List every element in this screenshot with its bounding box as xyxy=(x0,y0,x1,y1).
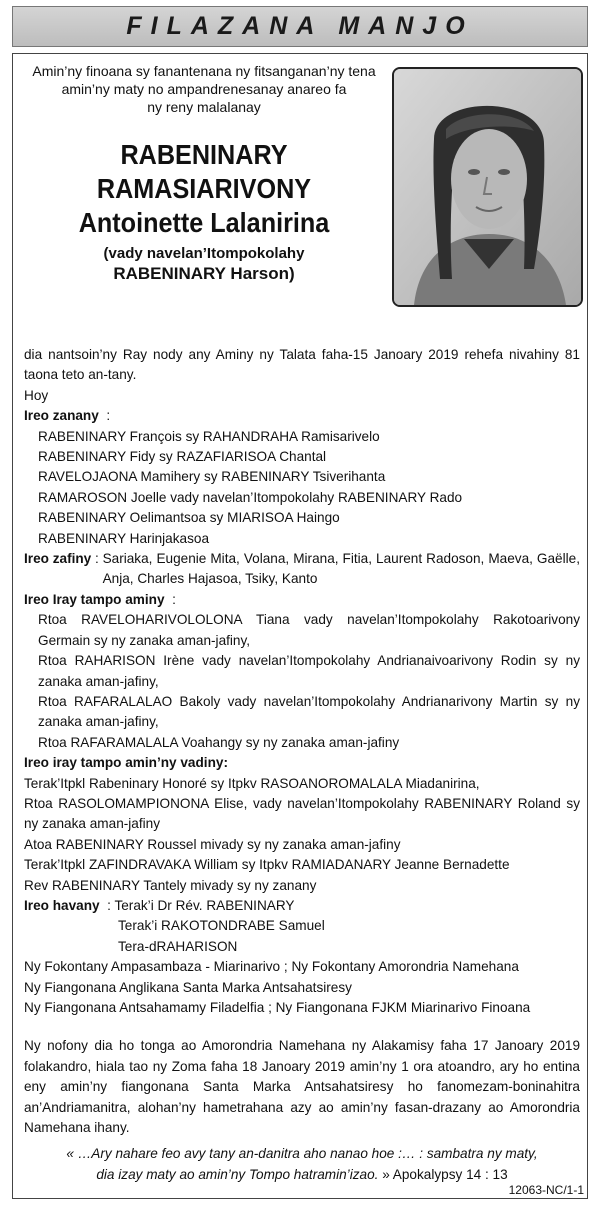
portrait-image xyxy=(394,69,581,305)
hoy-line: Hoy xyxy=(24,387,49,403)
banner-title: FILAZANA MANJO xyxy=(126,12,474,40)
death-notice: dia nantsoin’ny Ray nody any Aminy ny Talata faha-15 Janoary 2019 rehefa nivahiny 81 taona teto an-tany. xyxy=(24,347,580,383)
deceased-name-line-3: Antoinette Lalanirina xyxy=(78,207,330,238)
iray-tampo-item: Rtoa RAFARAMALALA Voahangy sy ny zanaka aman-jafiny xyxy=(38,734,400,750)
iray-tampo-item: Rtoa RAFARALALAO Bakoly vady navelan’Itompokolahy Andrianarivony Martin sy ny zanaka aman-jafiny, xyxy=(38,693,580,730)
notice-body: dia nantsoin’ny Ray nody any Aminy ny Talata faha-15 Janoary 2019 rehefa nivahiny 81 taona teto an-tany. Hoy Ireo zanany : RABENINARY François sy RAHANDRAHA Ramisarivelo RABENINARY Fidy sy RAZAFIARISOA Chantal RAVELOJAONA Mamihery sy RABENINARY Tsiverihanta RAMAROSON Joelle vady navelan’Itompokolahy RABENINARY Rado RABENINARY Oelimantsoa sy MIARISOA Haingo RABENINARY Harinjakasoa Ireo zafiny : Sariaka, Eugenie Mita, Volana, Mirana, Fitia, Laurent Radoson, Maeva, Gaëlle, Anja, Charles Hajasoa, Tsiky, Kanto Ireo Iray tampo aminy : Rtoa RAVELOHARIVOLOLONA Tiana vady navelan’Itompokolahy Rakotoarivony Germain sy ny zanaka aman-jafiny, Rtoa RAHARISON Irène vady navelan’Itompokolahy Andrianaivoarivony Rodin sy ny zanaka aman-jafiny, Rtoa RAFARALALAO Bakoly vady navelan’Itompokolahy Andrianarivony Martin sy ny zanaka aman-jafiny, Rtoa RAFARAMALALA Voahangy sy ny zanaka aman-jafiny Ireo iray tampo amin’ny vadiny: Terak’Itpkl Rabeninary Honoré sy Itpkv RASOANOROMALALA Miadanirina, Rtoa RASOLOMAMPIONONA Elise, vady navelan’Itompokolahy RABENINARY Roland sy ny zanaka aman-jafiny Atoa RABENINARY Roussel mivady sy ny zanaka aman-jafiny Terak’Itpkl ZAFINDRAVAKA William sy Itpkv RAMIADANARY Jeanne Bernadette Rev RABENINARY Tantely mivady sy ny zanany Ireo havany : Terak’i Dr Rév. RABENINARY Terak’i RAKOTONDRABE Samuel Tera-dRAHARISON Ny Fokontany Ampasambaza - Miarinarivo ; Ny Fokontany Amorondria Namehana Ny Fiangonana Anglikana Santa Marka Antsahatsiresy Ny Fiangonana Antsahamamy Filadelfia ; Ny Fiangonana FJKM Miarinarivo Finoana Ny nofony dia ho tonga ao Amorondria Namehana ny Alakamisy faha 17 Janoary 2019 folakandro, hiala tao ny Zoma faha 18 Janoary 2019 amin’ny 1 ora atoandro, ary ho entina eny amin’ny fiangonana Santa Marka Antsahatsiresy ho fanomezam-boninahitra an’Andriamanitra, alohan’ny hametrahana azy ao amin’ny fasan-drazany ao Amorondria Namehana ihany. « …Ary nahare feo avy tany an-danitra aho nanao hoe :… : sambatra ny maty, dia izay maty ao amin’ny Tompo hatramin’izao. » Apokalypsy 14 : 13 xyxy=(24,347,580,1182)
spouse-line-2: RABENINARY Harson) xyxy=(113,264,295,283)
quote-reference: » Apokalypsy 14 : 13 xyxy=(382,1166,508,1182)
funeral-details: Ny nofony dia ho tonga ao Amorondria Namehana ny Alakamisy faha 17 Janoary 2019 folakandro, hiala tao ny Zoma faha 18 Janoary 2019 amin’ny 1 ora atoandro, ary ho entina eny amin’ny fiangonana Santa Marka Antsahatsiresy ho fanomezam-boninahitra an’Andriamanitra, alohan’ny hametrahana azy ao amin’ny fasan-drazany ao Amorondria Namehana ihany. xyxy=(24,1038,580,1136)
vadiny-item: Rev RABENINARY Tantely mivady sy ny zanany xyxy=(24,877,317,893)
vadiny-item: Terak’Itpkl ZAFINDRAVAKA William sy Itpkv RAMIADANARY Jeanne Bernadette xyxy=(24,857,510,873)
zafiny-label: Ireo zafiny xyxy=(24,551,92,567)
community-line: Ny Fokontany Ampasambaza - Miarinarivo ; Ny Fokontany Amorondria Namehana xyxy=(24,959,519,975)
havany-item: Tera-dRAHARISON xyxy=(118,938,238,954)
havany-item: Terak’i Dr Rév. RABENINARY xyxy=(114,897,295,913)
zanany-item: RAVELOJAONA Mamihery sy RABENINARY Tsiverihanta xyxy=(38,469,386,485)
vadiny-item: Atoa RABENINARY Roussel mivady sy ny zanaka aman-jafiny xyxy=(24,836,401,852)
vadiny-item: Terak’Itpkl Rabeninary Honoré sy Itpkv RASOANOROMALALA Miadanirina, xyxy=(24,775,480,791)
zanany-item: RABENINARY François sy RAHANDRAHA Ramisarivelo xyxy=(38,428,380,444)
spouse-line-1: (vady navelan’Itompokolahy xyxy=(103,245,305,262)
intro-line-1: Amin’ny finoana sy fanantenana ny fitsanganan’ny tena xyxy=(32,63,376,79)
header-banner xyxy=(12,6,588,47)
zafiny-list: Sariaka, Eugenie Mita, Volana, Mirana, Fitia, Laurent Radoson, Maeva, Gaëlle, Anja, Charles Hajasoa, Tsiky, Kanto xyxy=(102,551,580,587)
notice-reference: 12063-NC/1-1 xyxy=(508,1183,584,1197)
havany-item: Terak’i RAKOTONDRABE Samuel xyxy=(118,918,325,934)
community-line: Ny Fiangonana Antsahamamy Filadelfia ; Ny Fiangonana FJKM Miarinarivo Finoana xyxy=(24,1000,531,1015)
portrait-photo xyxy=(392,67,583,307)
quote-line-1: « …Ary nahare feo avy tany an-danitra aho nanao hoe :… : sambatra ny maty, xyxy=(66,1146,538,1162)
intro-line-2: amin’ny maty no ampandrenesanay anareo fa xyxy=(61,81,347,97)
zanany-item: RABENINARY Harinjakasoa xyxy=(38,530,210,546)
zanany-item: RABENINARY Oelimantsoa sy MIARISOA Haingo xyxy=(38,510,340,526)
iray-tampo-item: Rtoa RAVELOHARIVOLOLONA Tiana vady navelan’Itompokolahy Rakotoarivony Germain sy ny zanaka aman-jafiny, xyxy=(38,612,580,648)
zanany-label: Ireo zanany xyxy=(24,408,99,424)
deceased-name-line-1: RABENINARY xyxy=(120,139,288,170)
zanany-item: RAMAROSON Joelle vady navelan’Itompokolahy RABENINARY Rado xyxy=(38,489,463,505)
community-line: Ny Fiangonana Anglikana Santa Marka Antsahatsiresy xyxy=(24,979,352,995)
zanany-item: RABENINARY Fidy sy RAZAFIARISOA Chantal xyxy=(38,449,327,465)
iray-tampo-label: Ireo Iray tampo aminy xyxy=(24,591,165,607)
iray-tampo-item: Rtoa RAHARISON Irène vady navelan’Itompokolahy Andrianaivoarivony Rodin sy ny zanaka aman-jafiny, xyxy=(38,653,580,689)
intro-line-3: ny reny malalanay xyxy=(147,99,261,115)
notice-header xyxy=(20,62,388,284)
vadiny-label: Ireo iray tampo amin’ny vadiny: xyxy=(24,755,228,771)
havany-label: Ireo havany xyxy=(24,897,100,913)
quote-line-2: dia izay maty ao amin’ny Tompo hatramin’izao. xyxy=(96,1166,379,1182)
vadiny-item: Rtoa RASOLOMAMPIONONA Elise, vady navelan’Itompokolahy RABENINARY Roland sy ny zanaka aman-jafiny xyxy=(24,795,580,832)
deceased-name-line-2: RAMASIARIVONY xyxy=(96,173,312,204)
zafiny-row: Ireo zafiny : Sariaka, Eugenie Mita, Volana, Mirana, Fitia, Laurent Radoson, Maeva, Gaëlle, Anja, Charles Hajasoa, Tsiky, Kanto xyxy=(24,549,580,590)
